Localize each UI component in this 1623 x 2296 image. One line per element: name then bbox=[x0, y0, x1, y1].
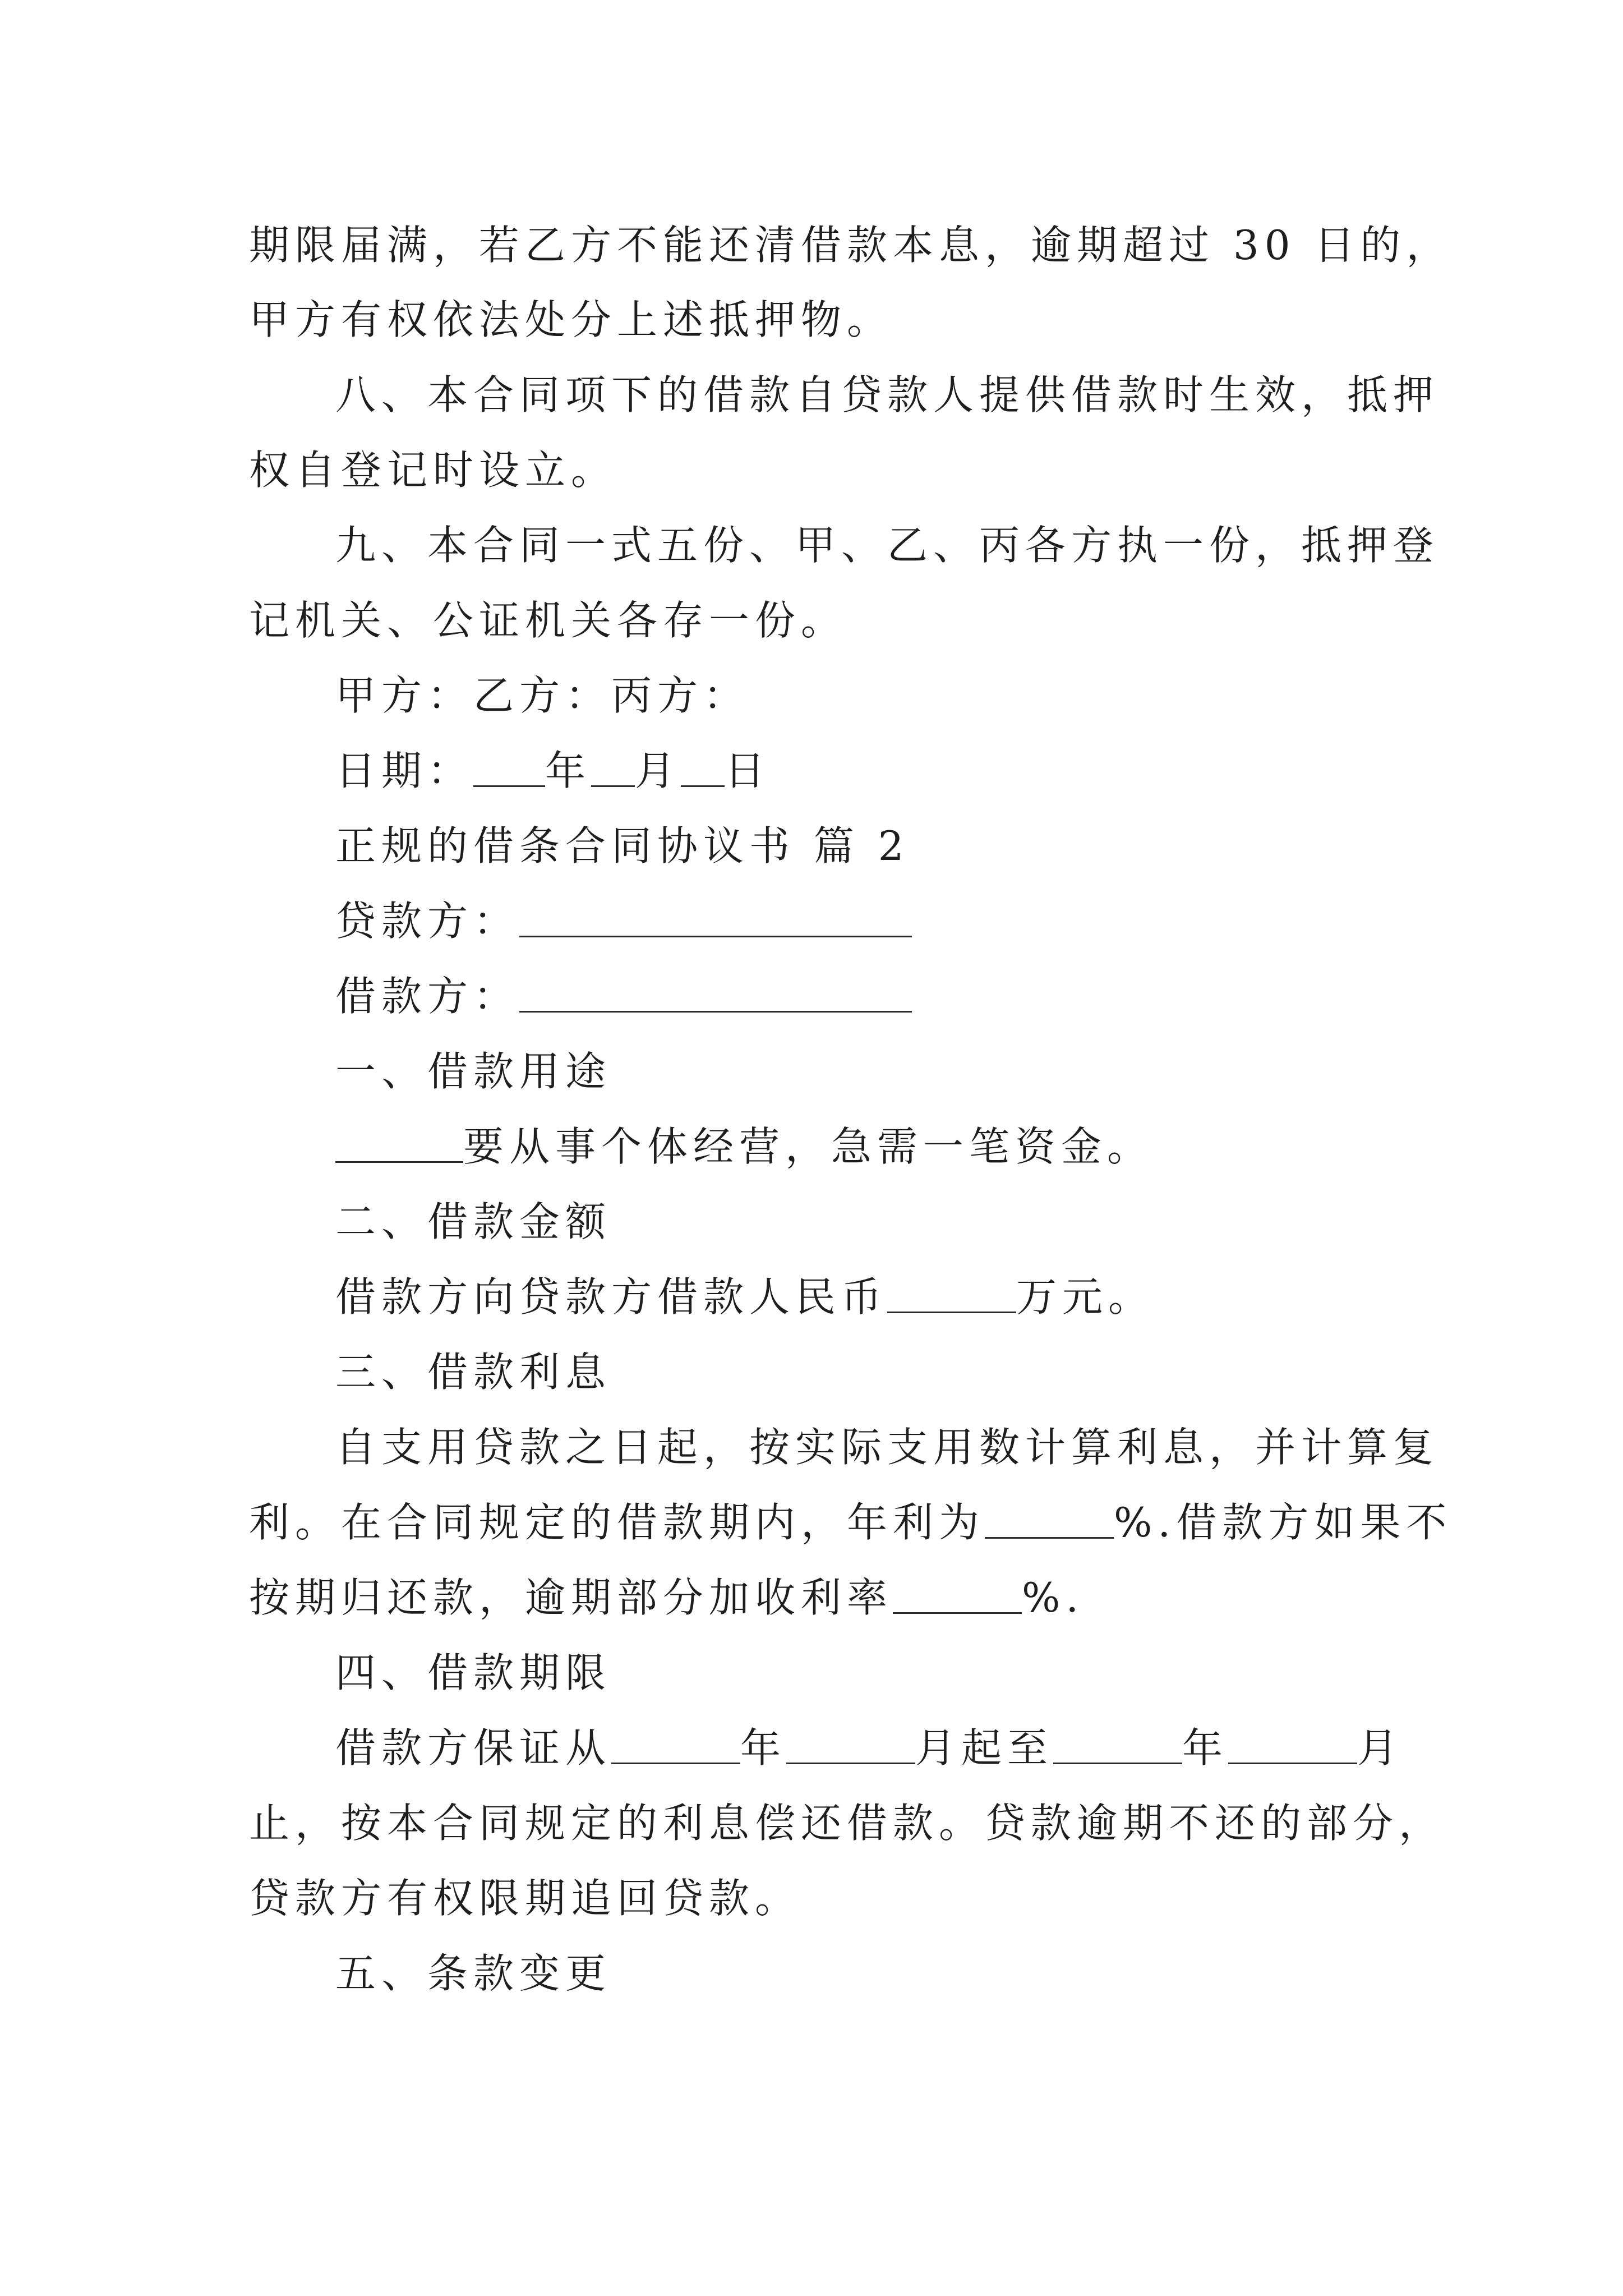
borrower-line bbox=[335, 968, 912, 1024]
end-month-blank bbox=[1228, 1720, 1357, 1764]
loan-purpose-text bbox=[335, 1119, 1153, 1175]
start-month-blank bbox=[786, 1720, 915, 1764]
clause-7-line-2: 甲方有权依法处分上述抵押物。 bbox=[249, 296, 893, 343]
amount-blank bbox=[887, 1269, 1016, 1313]
loan-term-line-2: 止，按本合同规定的利息偿还借款。贷款逾期不还的部分， bbox=[249, 1800, 1445, 1847]
lender-label: 贷款方： bbox=[335, 898, 520, 945]
start-year-label: 年 bbox=[740, 1724, 787, 1772]
heading-loan-term: 四、借款期限 bbox=[335, 1649, 612, 1696]
clause-7-line-1: 期限届满，若乙方不能还清借款本息，逾期超过 30 日的， bbox=[249, 222, 1453, 269]
day-label: 日 bbox=[725, 747, 771, 794]
signature-date bbox=[335, 743, 771, 799]
start-month-label: 月起至 bbox=[915, 1724, 1054, 1772]
heading-loan-interest: 三、借款利息 bbox=[335, 1349, 612, 1396]
loan-term-line-1 bbox=[335, 1720, 1403, 1776]
year-label: 年 bbox=[545, 747, 592, 794]
annual-rate-suffix: %.借款方如果不 bbox=[1114, 1499, 1453, 1546]
lender-line bbox=[335, 893, 912, 949]
signature-parties: 甲方：乙方：丙方： bbox=[335, 672, 750, 719]
clause-8-line-2: 权自登记时设立。 bbox=[249, 447, 617, 494]
amount-label: 借款方向贷款方借款人民币 bbox=[335, 1273, 888, 1320]
heading-loan-purpose: 一、借款用途 bbox=[335, 1048, 612, 1095]
lender-blank bbox=[519, 893, 912, 937]
purpose-label: 要从事个体经营，急需一笔资金。 bbox=[463, 1123, 1154, 1170]
interest-line-2 bbox=[249, 1494, 1452, 1550]
penalty-rate-blank bbox=[893, 1570, 1022, 1614]
amount-unit: 万元。 bbox=[1016, 1273, 1155, 1320]
annual-rate-label: 利。在合同规定的借款期内，年利为 bbox=[249, 1499, 985, 1546]
term-label: 借款方保证从 bbox=[335, 1724, 612, 1772]
start-year-blank bbox=[611, 1720, 740, 1764]
heading-loan-amount: 二、借款金额 bbox=[335, 1198, 612, 1245]
interest-line-1: 自支用贷款之日起，按实际支用数计算利息，并计算复 bbox=[335, 1424, 1440, 1471]
borrower-label: 借款方： bbox=[335, 973, 520, 1020]
penalty-rate-label: 按期归还款，逾期部分加收利率 bbox=[249, 1574, 893, 1621]
borrower-blank bbox=[519, 968, 912, 1013]
date-label: 日期： bbox=[335, 747, 474, 794]
month-blank bbox=[591, 743, 635, 787]
end-year-blank bbox=[1053, 1720, 1182, 1764]
day-blank bbox=[681, 743, 725, 787]
purpose-blank bbox=[335, 1119, 463, 1163]
penalty-rate-suffix: %. bbox=[1022, 1574, 1085, 1621]
section-title-2: 正规的借条合同协议书 篇 2 bbox=[335, 822, 910, 869]
clause-9-line-1: 九、本合同一式五份、甲、乙、丙各方执一份，抵押登 bbox=[335, 522, 1440, 569]
heading-terms-change: 五、条款变更 bbox=[335, 1950, 612, 1997]
month-label: 月 bbox=[635, 747, 681, 794]
loan-amount-text bbox=[335, 1269, 1154, 1325]
loan-term-line-3: 贷款方有权限期追回贷款。 bbox=[249, 1875, 801, 1922]
interest-line-3 bbox=[249, 1570, 1084, 1626]
annual-rate-blank bbox=[985, 1494, 1114, 1539]
end-year-label: 年 bbox=[1182, 1724, 1229, 1772]
year-blank bbox=[473, 743, 545, 787]
clause-8-line-1: 八、本合同项下的借款自贷款人提供借款时生效，抵押 bbox=[335, 371, 1440, 418]
end-month-label: 月 bbox=[1357, 1724, 1404, 1772]
clause-9-line-2: 记机关、公证机关各存一份。 bbox=[249, 597, 847, 644]
